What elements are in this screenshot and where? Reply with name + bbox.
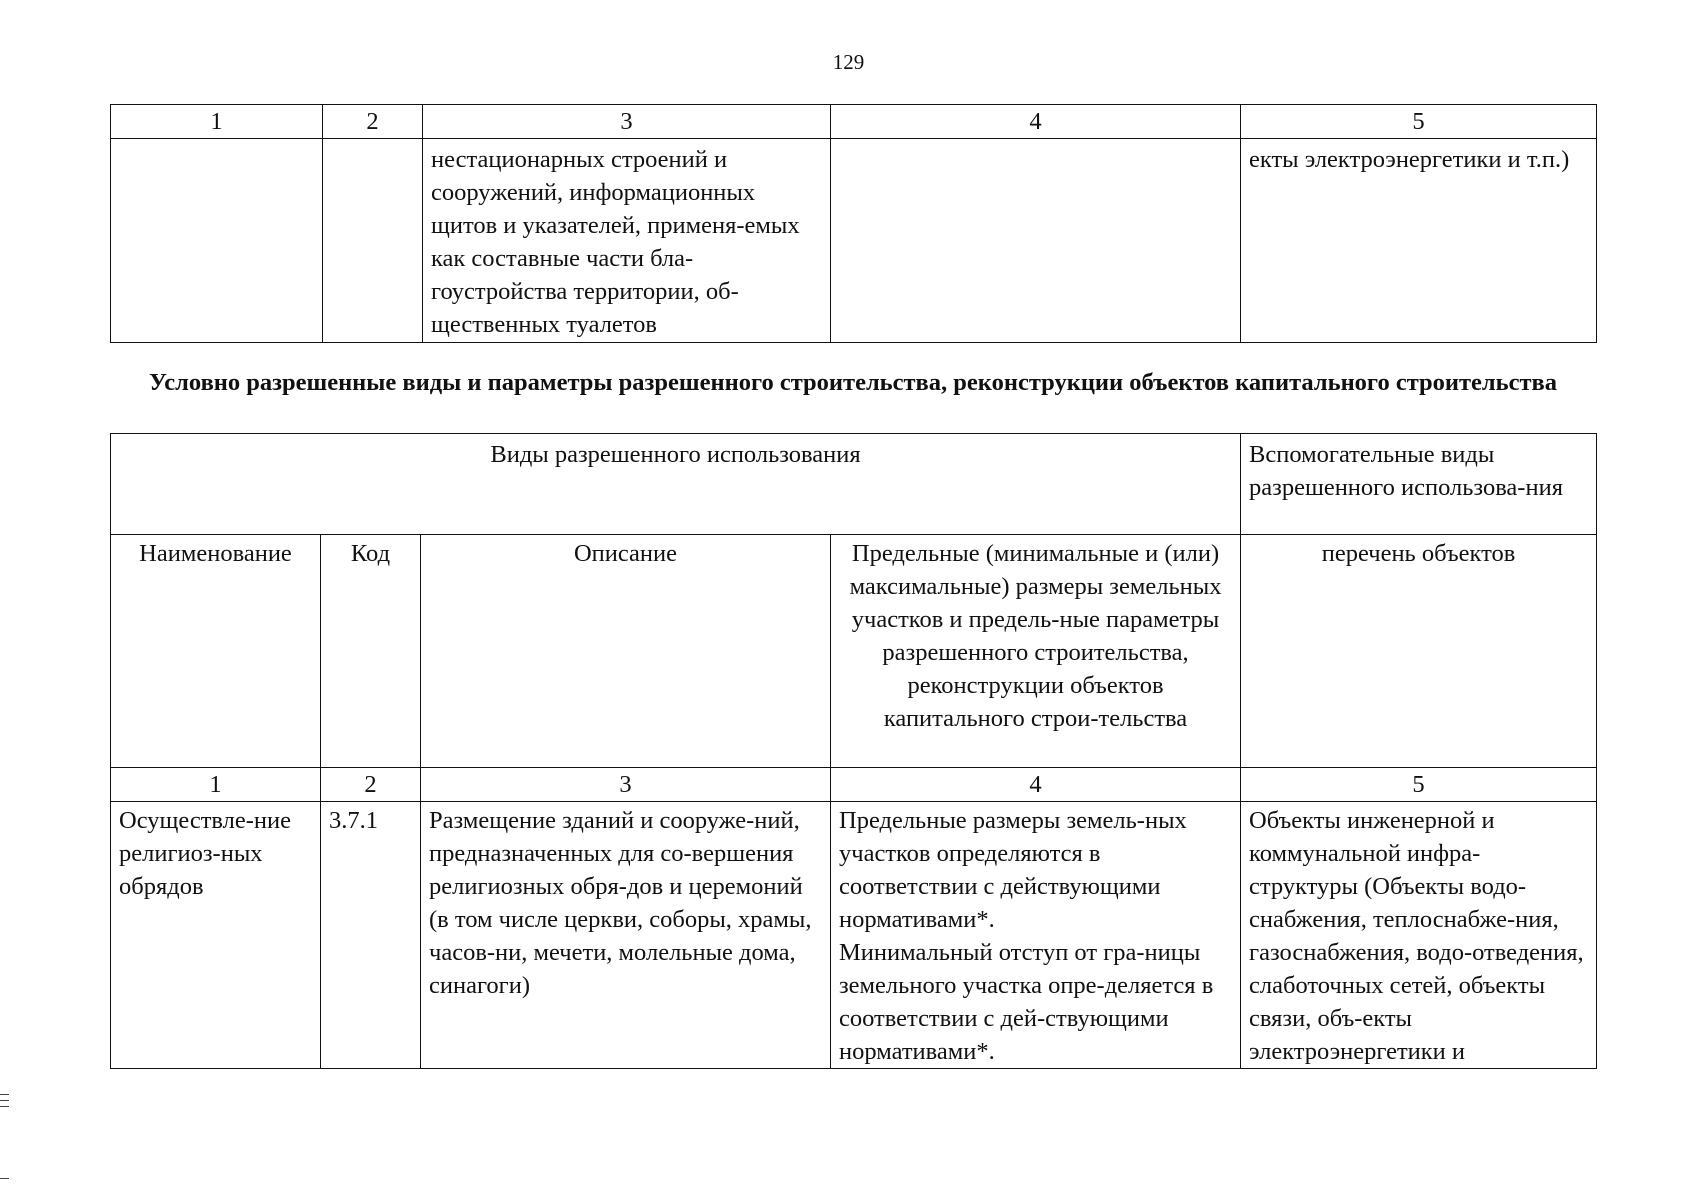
column-number: 2 (323, 105, 423, 139)
header-limits: Предельные (минимальные и (или) максимальные) размеры земельных участков и предель-ные параметры разрешенного строительства, реконструкции объектов капитального строи-тельства (831, 535, 1241, 768)
column-number: 5 (1241, 105, 1597, 139)
header-objects: перечень объектов (1241, 535, 1597, 768)
group-header-auxiliary: Вспомогательные виды разрешенного использова-ния (1241, 434, 1597, 535)
cell-description: Размещение зданий и сооруже-ний, предназначенных для со-вершения религиозных обря-дов и церемоний (в том числе церкви, соборы, храмы, часов-ни, мечети, молельные дома, синагоги) (421, 802, 831, 1069)
table-row (111, 802, 1597, 1069)
header-description: Описание (421, 535, 831, 768)
margin-mark (0, 1106, 9, 1107)
limits-paragraph: Минимальный отступ от гра-ницы земельного участка опре-деляется в соответствии с дей-ствующими нормативами*. (839, 939, 1214, 1065)
column-number: 1 (111, 768, 321, 802)
table-row (111, 139, 1597, 343)
margin-mark (0, 1094, 9, 1095)
limits-paragraph: Предельные размеры земель-ных участков определяются в соответствии с действующими нормативами*. (839, 807, 1187, 933)
header-code: Код (321, 535, 421, 768)
column-number: 2 (321, 768, 421, 802)
cell-limits (831, 802, 1241, 1069)
conditional-uses-table (110, 433, 1597, 1069)
cell-objects: екты электроэнергетики и т.п.) (1241, 139, 1597, 343)
column-number: 4 (831, 105, 1241, 139)
column-number: 4 (831, 768, 1241, 802)
column-number: 1 (111, 105, 323, 139)
group-header-row (111, 434, 1597, 535)
margin-mark (0, 1178, 9, 1179)
header-name: Наименование (111, 535, 321, 768)
section-title: Условно разрешенные виды и параметры разрешенного строительства, реконструкции объектов капитального строительства (148, 369, 1558, 396)
page-number: 129 (832, 50, 865, 74)
cell-description: нестационарных строений и сооружений, информационных щитов и указателей, применя-емых как составные части бла-гоустройства территории, об-щественных туалетов (423, 139, 831, 343)
continuation-table (110, 104, 1597, 343)
cell-limits (831, 139, 1241, 343)
column-number-row (111, 105, 1597, 139)
column-number: 3 (421, 768, 831, 802)
cell-code (323, 139, 423, 343)
column-number-row (111, 768, 1597, 802)
margin-mark (0, 1100, 9, 1101)
cell-name (111, 139, 323, 343)
cell-objects: Объекты инженерной и коммунальной инфра-структуры (Объекты водо-снабжения, теплоснабже-ния, газоснабжения, водо-отведения, слаботочных сетей, объекты связи, объ-екты электроэнергетики и (1241, 802, 1597, 1069)
column-header-row (111, 535, 1597, 768)
cell-code: 3.7.1 (321, 802, 421, 1069)
column-number: 3 (423, 105, 831, 139)
group-header-uses: Виды разрешенного использования (111, 434, 1241, 535)
column-number: 5 (1241, 768, 1597, 802)
cell-name: Осуществле-ние религиоз-ных обрядов (111, 802, 321, 1069)
